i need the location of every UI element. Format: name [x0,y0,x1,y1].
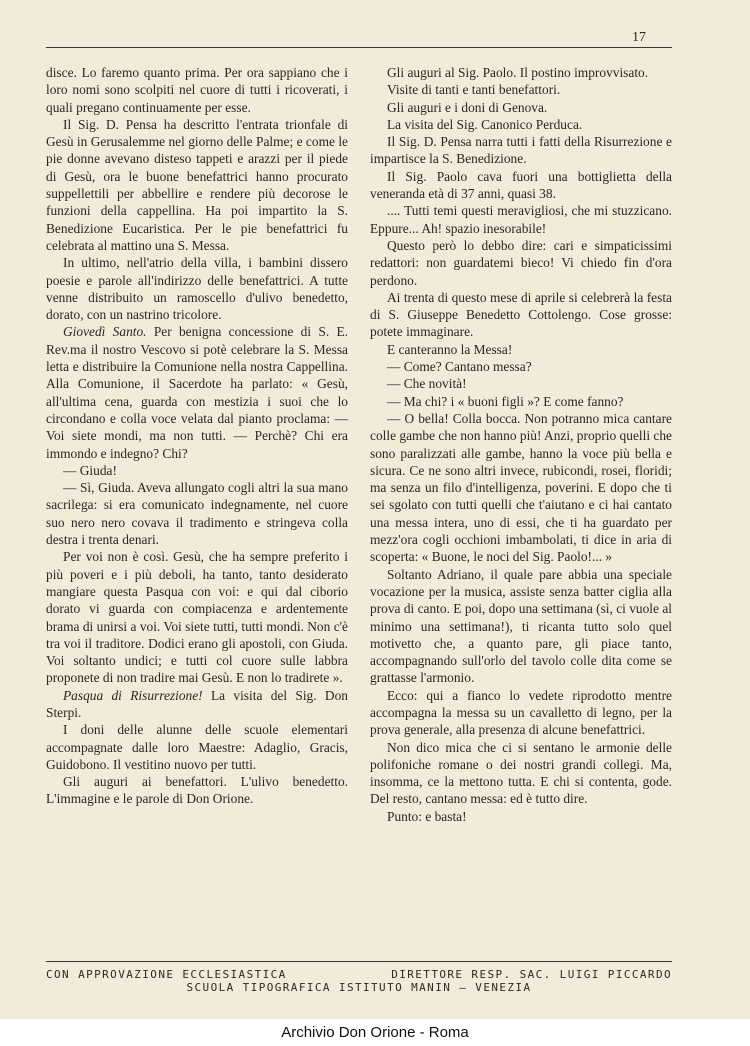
paragraph [370,99,672,116]
paragraph [370,289,672,341]
paragraph-text: Questo però lo debbo dire: cari e simpaticissimi redattori: non guardatemi bieco! Vi chiedo fin d'ora perdono. [370,237,672,288]
paragraph-text: Visite di tanti e tanti benefattori. [387,82,561,98]
paragraph [370,358,672,375]
paragraph-text: — Sì, Giuda. Aveva allungato cogli altri la sua mano sacrilega: si era comunicato indegnamente, nel cuore suo nero nero covava il tradimento e stringeva colla destra i trenta denari. [46,480,348,548]
director-credit: DIRETTORE RESP. SAC. LUIGI PICCARDO [391,968,672,981]
paragraph [46,721,348,773]
paragraph [46,462,348,479]
page-number: 17 [632,30,646,45]
paragraph-text: E canteranno la Messa! [387,341,513,357]
paragraph-text: Non dico mica che ci si sentano le armonie delle polifoniche romane o dei nostri grandi collegi. Ma, insomma, ce la mettono tutta. E chi si contenta, gode. Del resto, cantano messa: ed è tutto dire. [370,739,672,807]
paragraph [46,116,348,254]
paragraph-text: In ultimo, nell'atrio della villa, i bambini dissero poesie e parole all'indirizzo delle benefattrici. A tutte venne distribuito un ramoscello d'ulivo benedetto, dorato, con un nastrino tricolore. [46,255,348,323]
paragraph-text: La visita del Sig. Don Sterpi. [46,687,348,720]
paragraph-text: Per voi non è così. Gesù, che ha sempre preferito i più poveri e i più deboli, ha tanto, tanto desiderato mangiare questa Pasqua con voi: e qui dal ciborio dorato vi guarda con compiacenza e ardentemente brama di unirsi a voi. Voi siete tutti, tutti mondi. Non c'è tra voi il traditore. Dodici erano gli apostoli, con Giuda. Voi soltanto undici; e tutti col cuore sulle labbra proponete di non tradire mai Gesù. E non lo tradirete ». [46,549,348,686]
paragraph-text: Il Sig. D. Pensa narra tutti i fatti della Risurrezione e impartisce la S. Benedizione. [370,134,672,167]
paragraph [370,566,672,687]
left-column [46,64,348,825]
paragraph [46,773,348,808]
paragraph-lead: Giovedì Santo. [63,324,147,340]
paragraph-text: .... Tutti temi questi meravigliosi, che mi stuzzicano. Eppure... Ah! spazio inesorabile! [370,203,672,236]
paragraph [370,116,672,133]
paragraph-text: I doni delle alunne delle scuole elementari accompagnate dalle loro Maestre: Adaglio, Gracis, Guidobono. Il vestitino nuovo per tutti. [46,722,348,772]
paragraph [46,479,348,548]
paragraph [370,133,672,168]
paragraph [46,64,348,116]
paragraph [370,341,672,358]
paragraph [370,739,672,808]
paragraph-text: — O bella! Colla bocca. Non potranno mica cantare colle gambe che non hanno più! Anzi, proprio quelli che sono paralizzati alle gambe, hanno la voce più bella e sicura. Ce ne sono altri invece, rubicondi, rosei, floridi; ma senza un filo d'intelligenza, poverini. E dopo che ti sei sgolato con tutti quelli che t'aiutano e ci hai cantato una messa intera, uno di essi, che ti ha guardato per mezz'ora cogli occhioni imbambolati, ti dice in aria di scoperta: « Buone, le noci del Sig. Paolo!... » [370,410,672,565]
paragraph [370,393,672,410]
paragraph [370,64,672,81]
paragraph-text: Gli auguri ai benefattori. L'ulivo benedetto. L'immagine e le parole di Don Orione. [46,774,348,807]
paragraph-text: Il Sig. D. Pensa ha descritto l'entrata trionfale di Gesù in Gerusalemme nel giorno delle Palme; e come le pie donne avevano disteso tappeti e arazzi per il piede di Gesù, ora le buone benefattrici hanno procurato suppellettili per abbellire e rendere più decorose le funzioni della cappellina. Ha poi impartito la S. Benedizione Eucaristica. Per le pie benefattrici fu celebrata al mattino una S. Messa. [46,116,348,253]
paragraph-text: Soltanto Adriano, il quale pare abbia una speciale vocazione per la musica, assiste senza batter ciglia alla prova di canto. E poi, dopo una settimana (sì, ci vuole al minimo una settimana!), ti ricanta tutto solo quel motivetto che, a quanto pare, gli piace tanto, accompagnando sull'orlo del tavolo colle dita come se grattasse l'armonio. [370,566,672,686]
paragraph [46,687,348,722]
paragraph-text: Ecco: qui a fianco lo vedete riprodotto mentre accompagna la messa su un cavalletto di legno, per la prova generale, alla presenza di alcune benefattrici. [370,687,672,738]
ecclesiastical-approval: CON APPROVAZIONE ECCLESIASTICA [46,968,287,981]
paragraph-text: — Che novità! [387,376,467,392]
paragraph [370,168,672,203]
paragraph-text: Punto: e basta! [387,808,467,824]
paragraph-text: — Ma chi? i « buoni figli »? E come fanno? [387,393,624,409]
paragraph [370,375,672,392]
paragraph-text: Gli auguri e i doni di Genova. [387,99,548,115]
paragraph [46,323,348,461]
paragraph-text: — Come? Cantano messa? [387,359,532,375]
paragraph [46,548,348,686]
paragraph-text: La visita del Sig. Canonico Perduca. [387,116,583,132]
paragraph [370,410,672,566]
archive-watermark-label: Archivio Don Orione - Roma [0,1019,750,1046]
paragraph [370,237,672,289]
right-column [370,64,672,825]
paragraph [370,808,672,825]
footer-rule [46,961,672,962]
imprint-footer [46,968,672,994]
paragraph [46,254,348,323]
paragraph-text: Per benigna concessione di S. E. Rev.ma il nostro Vescovo si potè celebrare la S. Messa letta e distribuire la Comunione nella nostra Cappellina. Alla Comunione, il Sacerdote ha parlato: « Gesù, all'ultima cena, guarda con mestizia i suoi che lo circondano e colla voce velata dal pianto proclama: — Voi siete mondi, ma non tutti. — Perchè? Chi era immondo e indegno? Chi? [46,324,348,461]
paragraph-text: disce. Lo faremo quanto prima. Per ora sappiano che i loro nomi sono scolpiti nel cuore di tutti i ricoverati, i quali pregano continuamente per esse. [46,65,348,115]
article-body [46,64,672,825]
paragraph [370,81,672,98]
header-rule [46,47,672,48]
paragraph [370,687,672,739]
paragraph-lead: Pasqua di Risurrezione! [63,687,203,703]
paragraph-text: Gli auguri al Sig. Paolo. Il postino improvvisato. [387,65,649,80]
paragraph-text: — Giuda! [63,462,117,478]
paragraph [370,202,672,237]
paragraph-text: Ai trenta di questo mese di aprile si celebrerà la festa di S. Giuseppe Benedetto Cottolengo. Cose grosse: potete immaginare. [370,289,672,340]
printer-credit: SCUOLA TIPOGRAFICA ISTITUTO MANIN — VENEZIA [186,981,532,994]
paragraph-text: Il Sig. Paolo cava fuori una bottiglietta della veneranda età di 37 anni, quasi 38. [370,168,672,202]
